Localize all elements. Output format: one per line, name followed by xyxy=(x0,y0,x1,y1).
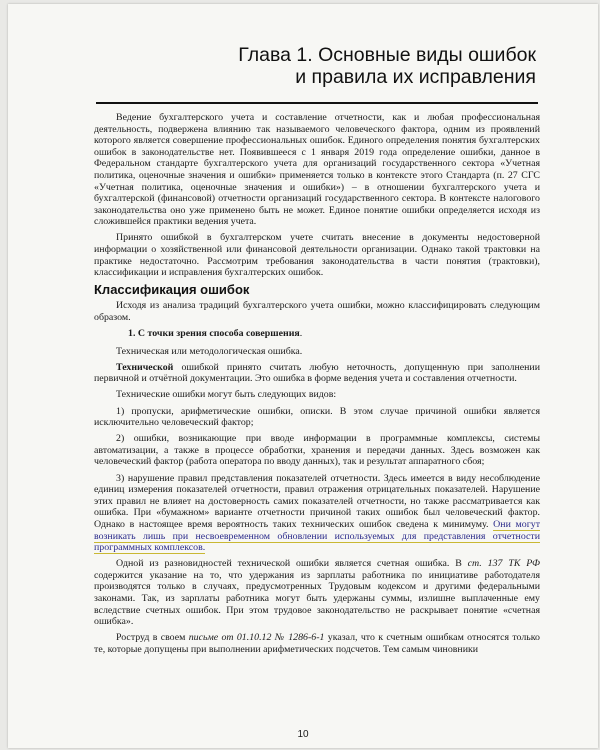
chapter-heading xyxy=(238,44,536,88)
types-intro: Технические ошибки могут быть следующих видов: xyxy=(116,389,337,401)
counting-error-text-a: Одной из разновидностей технической ошибки является счетная ошибка. В xyxy=(116,558,468,570)
type-1: 1) пропуски, арифметические ошибки, описки. В этом случае причиной ошибки является исключительно человеческий фактор; xyxy=(94,405,540,429)
letter-reference: письме от 01.10.12 № 1286-6-1 xyxy=(188,632,325,644)
counting-error-paragraph xyxy=(94,558,540,628)
technical-definition-text: ошибкой принято считать любую неточность, допущенную при заполнении первичной и отчётной документации. Это ошибка в форме ведения учета и составления отчетности. xyxy=(94,361,540,385)
section-intro: Исходя из анализа традиций бухгалтерского учета ошибки, можно классифицировать следующим образом. xyxy=(94,300,540,323)
item-number: 1. xyxy=(128,328,136,340)
rostrud-text-b: указал, что к счетным ошибкам относятся только те, которые допущены при выполнении арифметических подсчетов. Тем самым чиновники xyxy=(94,632,540,655)
book-page xyxy=(8,4,598,748)
chapter-heading-line2: и правила их исправления xyxy=(295,66,536,88)
law-reference: ст. 137 ТК РФ xyxy=(467,558,540,570)
paragraph-definition: Принято ошибкой в бухгалтерском учете считать внесение в документы недостоверной информации о хозяйственной или финансовой деятельности организации. Однако такой трактовки на практике недостаточно. Рассмотрим требования законодательства в части понятия (трактовки), классификации и исправления бухгалтерских ошибок. xyxy=(94,232,540,279)
section-title: Классификация ошибок xyxy=(94,281,250,297)
heading-rule xyxy=(96,102,538,104)
type-2: 2) ошибки, возникающие при вводе информации в программные комплексы, системы автоматизации, а также в процессе обработки, хранения и передачи данных. Здесь возможен как человеческий фактор (работа оператора по вводу данных), так и результат аппаратного сбоя; xyxy=(94,433,540,468)
type-3-text: 3) нарушение правил представления показателей отчетности. Здесь имеется в виду несоблюдение единиц измерения показателей отчетности, правил отражения отрицательных показателей. Нарушение этих правил не влияет на достоверность самих показателей отчетности, но также рассматривается как ошибка. При «бумажном» варианте отчетности причиной таких ошибок был человеческий фактор. Однако в настоящее время вероятность таких технических ошибок сведена к минимуму. xyxy=(94,472,540,530)
rostrud-text-a: Роструд в своем xyxy=(116,632,189,644)
error-type-line: Техническая или методологическая ошибка. xyxy=(116,345,303,357)
chapter-heading-line1: Глава 1. Основные виды ошибок xyxy=(238,44,536,66)
technical-term: Технической xyxy=(116,361,174,373)
item-title-dot: . xyxy=(299,328,303,340)
page-content xyxy=(94,112,540,660)
rostrud-paragraph xyxy=(94,632,540,655)
classification-item-1 xyxy=(128,328,540,340)
paragraph-intro: Ведение бухгалтерского учета и составление отчетности, как и любая профессиональная деятельность, подвержена влиянию так называемого человеческого фактора, одним из проявлений которого является совершение профессиональных ошибок. Единого определения понятия бухгалтерских ошибок в законодательстве нет. Появившееся с 1 января 2019 года определение ошибки, данное в Федеральном стандарте бухгалтерского учета для организаций государственного сектора «Учетная политика, оценочные значения и ошибки» применяется только в контексте этого Стандарта (п. 27 СГС «Учетная политика, оценочные значения и ошибки») – в отношении бухгалтерского учета и бухгалтерской (финансовой) отчетности организаций государственного сектора. В контексте налогового законодательства оно уже применено быть не может. Единое понятие ошибки определяется исходя из сложившейся практики ведения учета. xyxy=(94,112,540,228)
technical-definition xyxy=(94,362,540,385)
highlighted-text: Они могут возникать лишь при несвоевременном обновлении используемых для представления отчетности программных комплексов. xyxy=(94,518,541,554)
page-number: 10 xyxy=(297,729,309,740)
type-3 xyxy=(94,473,540,554)
item-title: С точки зрения способа совершения xyxy=(137,328,300,340)
counting-error-text-b: содержится указание на то, что удержания из зарплаты работника по инициативе работодателя производятся только в случаях, предусмотренных Трудовым кодексом и другими федеральными законами. Так, из зарплаты работника могут быть удержаны суммы, излишне выплаченные ему вследствие счетных ошибок. При этом трудовое законодательство не раскрывает понятие «счетная ошибка». xyxy=(94,569,540,628)
